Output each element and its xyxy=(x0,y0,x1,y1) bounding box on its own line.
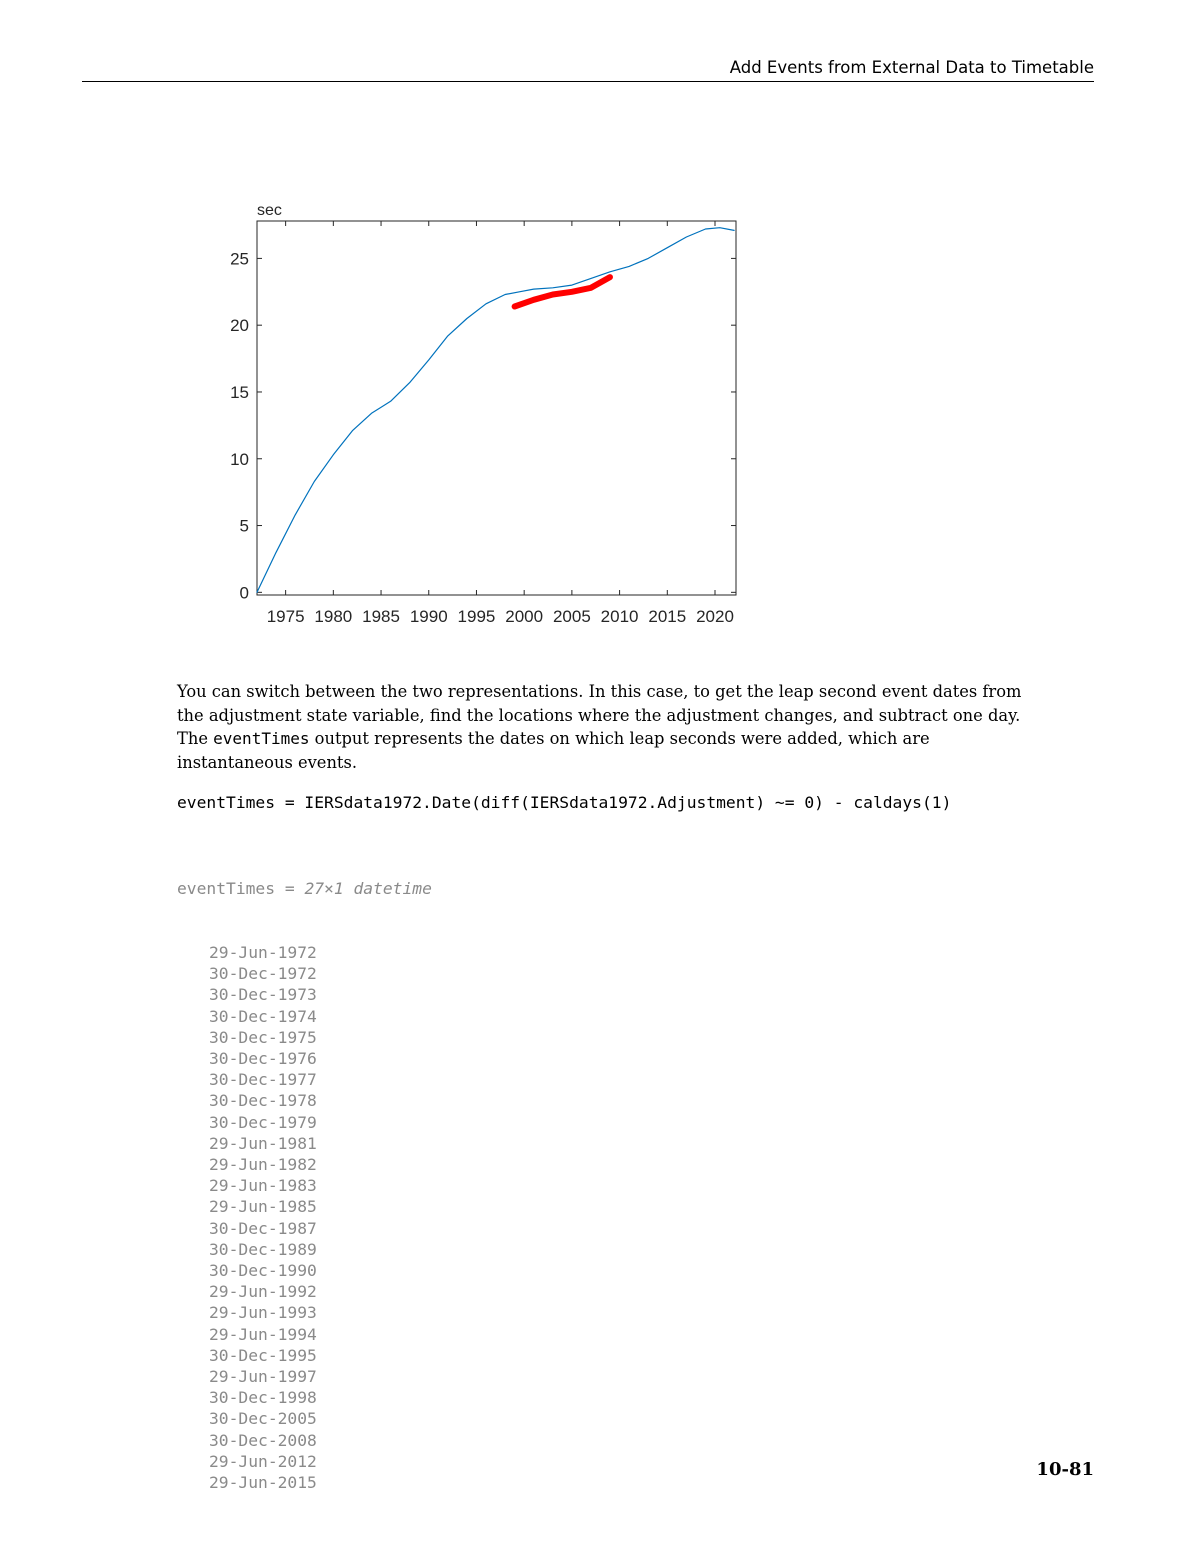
output-date-row: 30-Dec-1995 xyxy=(209,1345,317,1365)
output-date-row: 29-Jun-1985 xyxy=(209,1197,317,1217)
y-tick-label: 15 xyxy=(230,382,249,402)
date-list xyxy=(177,942,432,1493)
code-statement: eventTimes = IERSdata1972.Date(diff(IERSdata1972.Adjustment) ~= 0) - caldays(1) xyxy=(177,793,952,812)
x-tick-label: 2005 xyxy=(552,607,591,626)
y-tick-label: 20 xyxy=(230,316,249,336)
paragraph-text: output represents the dates on which leap seconds were added, which are xyxy=(309,729,930,748)
output-date-row: 30-Dec-2008 xyxy=(209,1430,317,1450)
paragraph-text: The xyxy=(177,729,214,748)
y-tick-label: 0 xyxy=(239,583,249,603)
output-date-row: 30-Dec-1987 xyxy=(209,1218,317,1238)
body-paragraph xyxy=(177,680,1097,774)
output-date-row: 30-Dec-1975 xyxy=(209,1027,317,1047)
x-tick-label: 2015 xyxy=(648,607,687,626)
x-tick-label: 2000 xyxy=(505,607,544,626)
output-date-row: 30-Dec-1972 xyxy=(209,964,317,984)
x-tick-label: 1980 xyxy=(314,607,353,626)
output-date-row: 29-Jun-1992 xyxy=(209,1282,317,1302)
output-date-row: 29-Jun-1981 xyxy=(209,1133,317,1153)
output-date-row: 30-Dec-1989 xyxy=(209,1239,317,1259)
output-date-row: 29-Jun-2015 xyxy=(209,1473,317,1493)
output-date-row: 29-Jun-1993 xyxy=(209,1303,317,1323)
x-tick-label: 1975 xyxy=(266,607,305,626)
output-date-row: 30-Dec-1977 xyxy=(209,1070,317,1090)
y-axis-label: sec xyxy=(257,202,282,219)
output-date-row: 30-Dec-1974 xyxy=(209,1006,317,1026)
paragraph-line-2: the adjustment state variable, find the locations where the adjustment changes, and subtract one day. xyxy=(177,705,1021,725)
output-date-row: 30-Dec-1973 xyxy=(209,985,317,1005)
y-tick-label: 25 xyxy=(230,249,249,269)
output-date-row: 29-Jun-1997 xyxy=(209,1367,317,1387)
y-tick-label: 5 xyxy=(239,516,249,536)
paragraph-line-4: instantaneous events. xyxy=(177,752,358,772)
output-date-row: 30-Dec-1979 xyxy=(209,1112,317,1132)
output-date-row: 30-Dec-1976 xyxy=(209,1049,317,1069)
output-date-row: 30-Dec-1978 xyxy=(209,1091,317,1111)
output-date-row: 29-Jun-1994 xyxy=(209,1324,317,1344)
output-header xyxy=(177,878,432,899)
output-date-row: 29-Jun-2012 xyxy=(209,1451,317,1471)
adjustment-chart xyxy=(225,196,755,636)
x-tick-label: 1985 xyxy=(362,607,400,626)
output-date-row: 29-Jun-1982 xyxy=(209,1155,317,1175)
paragraph-line-3 xyxy=(177,727,1097,751)
x-tick-label: 2020 xyxy=(696,607,734,626)
inline-code: eventTimes xyxy=(213,729,310,748)
output-type: 27×1 datetime xyxy=(304,879,432,899)
output-date-row: 30-Dec-1990 xyxy=(209,1261,317,1281)
output-date-row: 30-Dec-1998 xyxy=(209,1388,317,1408)
x-tick-label: 1990 xyxy=(409,607,448,626)
output-date-row: 29-Jun-1972 xyxy=(209,943,317,963)
output-date-row: 30-Dec-2005 xyxy=(209,1409,317,1429)
x-tick-label: 1995 xyxy=(457,607,496,626)
header-rule xyxy=(82,81,1094,82)
paragraph-line-1: You can switch between the two representations. In this case, to get the leap second event dates from xyxy=(177,682,1022,701)
y-tick-label: 10 xyxy=(230,449,249,469)
page-number: 10-81 xyxy=(1036,1459,1094,1480)
plot-area xyxy=(257,221,736,595)
running-header: Add Events from External Data to Timetable xyxy=(729,58,1094,77)
output-date-row: 29-Jun-1983 xyxy=(209,1176,317,1196)
command-output xyxy=(177,836,432,1515)
output-variable: eventTimes = xyxy=(177,879,305,899)
x-tick-label: 2010 xyxy=(600,607,639,626)
